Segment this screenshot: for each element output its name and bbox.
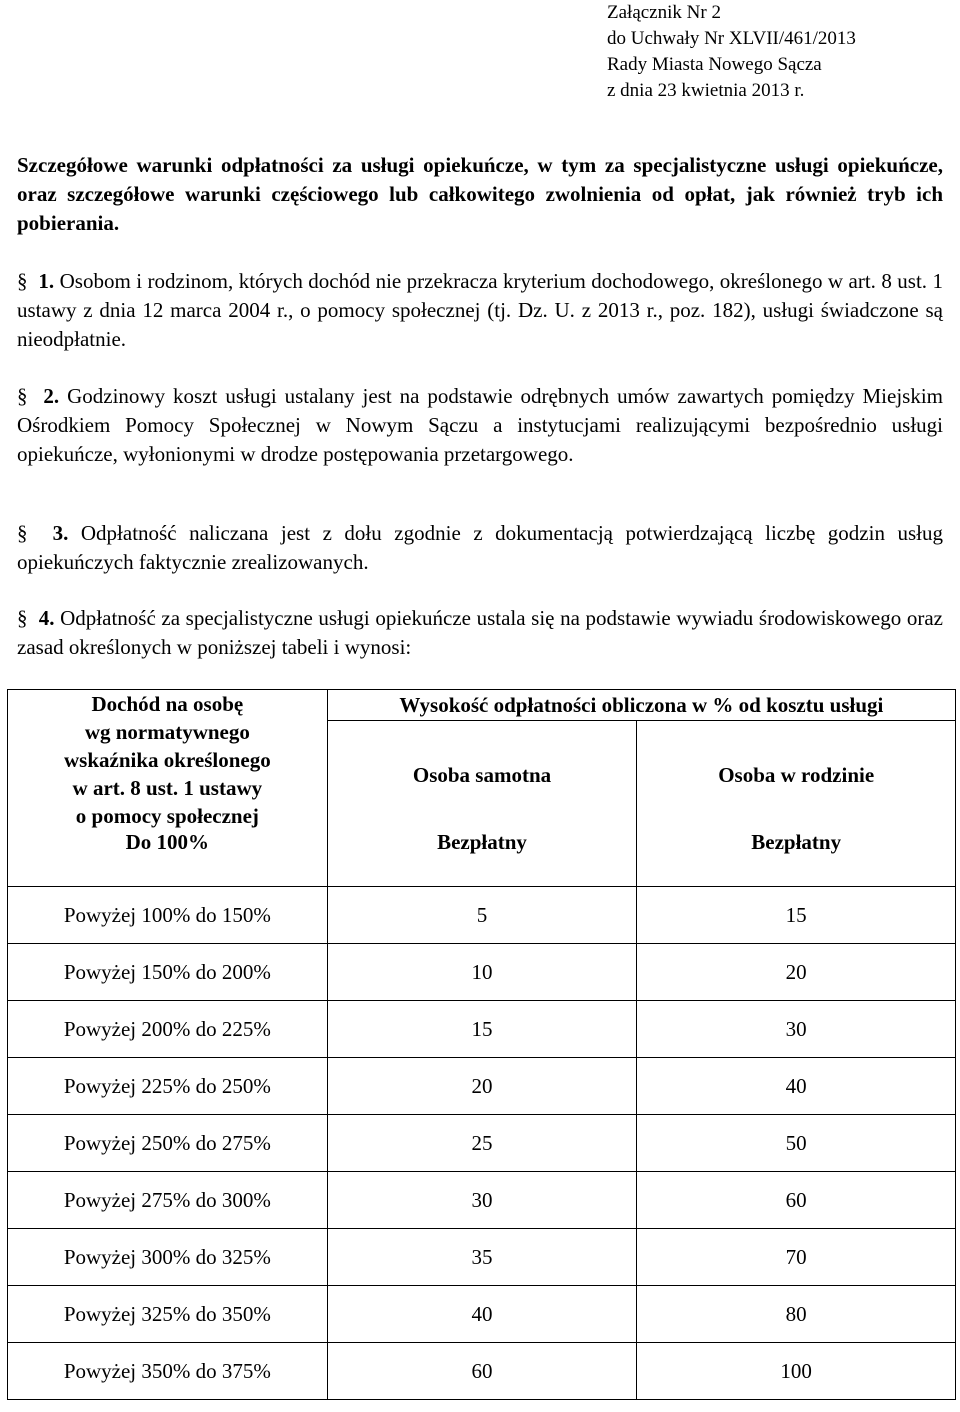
family-fee-cell: Bezpłatny	[637, 830, 956, 887]
single-fee-cell: 60	[327, 1343, 637, 1400]
income-range-cell: Powyżej 200% do 225%	[8, 1001, 328, 1058]
table-row	[8, 1115, 956, 1172]
attachment-header	[607, 0, 856, 104]
single-fee-cell: 35	[327, 1229, 637, 1286]
header-line: Załącznik Nr 2	[607, 2, 721, 23]
family-person-header: Osoba w rodzinie	[637, 721, 956, 831]
header-line: z dnia 23 kwietnia 2013 r.	[607, 80, 805, 101]
single-person-header: Osoba samotna	[327, 721, 637, 831]
fee-group-header: Wysokość odpłatności obliczona w % od kosztu usługi	[327, 690, 955, 721]
single-fee-cell: 20	[327, 1058, 637, 1115]
single-fee-cell: 5	[327, 887, 637, 944]
section-text: Odpłatność za specjalistyczne usługi opiekuńcze ustala się na podstawie wywiadu środowiskowego oraz zasad określonych w poniższej tabeli i wynosi:	[17, 606, 944, 659]
single-fee-cell: 15	[327, 1001, 637, 1058]
section-number: 2.	[43, 384, 60, 408]
family-fee-cell: 80	[637, 1286, 956, 1343]
table-row	[8, 1058, 956, 1115]
table-row	[8, 1229, 956, 1286]
header-line: wskaźnika określonego	[63, 748, 271, 772]
family-fee-cell: 30	[637, 1001, 956, 1058]
single-fee-cell: 10	[327, 944, 637, 1001]
family-fee-cell: 50	[637, 1115, 956, 1172]
header-line: wg normatywnego	[84, 720, 250, 744]
section-text: Godzinowy koszt usługi ustalany jest na podstawie odrębnych umów zawartych pomiędzy Miejskim Ośrodkiem Pomocy Społecznej w Nowym Sączu a instytucjami realizującymi bezpośrednio usługi opiekuńcze, wyłonionymi w drodze postępowania przetargowego.	[17, 384, 944, 466]
income-range-cell: Powyżej 250% do 275%	[8, 1115, 328, 1172]
family-fee-cell: 40	[637, 1058, 956, 1115]
single-fee-cell: 40	[327, 1286, 637, 1343]
table-row	[8, 1172, 956, 1229]
family-fee-cell: 70	[637, 1229, 956, 1286]
income-range-cell: Powyżej 100% do 150%	[8, 887, 328, 944]
header-line: Rady Miasta Nowego Sącza	[607, 54, 822, 75]
income-range-cell: Powyżej 150% do 200%	[8, 944, 328, 1001]
table-row	[8, 1001, 956, 1058]
family-fee-cell: 15	[637, 887, 956, 944]
income-column-header	[8, 690, 328, 831]
section-symbol: §	[17, 384, 28, 408]
section-3	[17, 519, 943, 577]
table-row	[8, 1343, 956, 1400]
section-symbol: §	[17, 269, 28, 293]
section-4	[17, 604, 943, 662]
section-number: 3.	[52, 521, 69, 545]
section-symbol: §	[17, 521, 28, 545]
income-range-cell: Powyżej 225% do 250%	[8, 1058, 328, 1115]
header-line: o pomocy społecznej	[75, 804, 259, 828]
section-1	[17, 267, 943, 354]
fee-table	[7, 689, 956, 1400]
family-fee-cell: 20	[637, 944, 956, 1001]
family-fee-cell: 100	[637, 1343, 956, 1400]
single-fee-cell: 25	[327, 1115, 637, 1172]
income-range-cell: Do 100%	[8, 830, 328, 887]
single-fee-cell: 30	[327, 1172, 637, 1229]
section-2	[17, 382, 943, 469]
header-line: do Uchwały Nr XLVII/461/2013	[607, 28, 856, 49]
income-range-cell: Powyżej 350% do 375%	[8, 1343, 328, 1400]
section-number: 4.	[38, 606, 55, 630]
section-text: Osobom i rodzinom, których dochód nie przekracza kryterium dochodowego, określonego w art. 8 ust. 1 ustawy z dnia 12 marca 2004 r., o pomocy społecznej (tj. Dz. U. z 2013 r., poz. 182), usługi świadczone są nieodpłatnie.	[17, 269, 944, 351]
family-fee-cell: 60	[637, 1172, 956, 1229]
table-row	[8, 944, 956, 1001]
section-symbol: §	[17, 606, 28, 630]
single-fee-cell: Bezpłatny	[327, 830, 637, 887]
income-range-cell: Powyżej 275% do 300%	[8, 1172, 328, 1229]
document-title: Szczegółowe warunki odpłatności za usługi opiekuńcze, w tym za specjalistyczne usługi opiekuńcze, oraz szczegółowe warunki częściowego lub całkowitego zwolnienia od opłat, jak również tryb ich pobierania.	[17, 153, 943, 235]
income-range-cell: Powyżej 300% do 325%	[8, 1229, 328, 1286]
header-line: Dochód na osobę	[91, 692, 244, 716]
income-range-cell: Powyżej 325% do 350%	[8, 1286, 328, 1343]
table-row	[8, 887, 956, 944]
header-line: w art. 8 ust. 1 ustawy	[72, 776, 263, 800]
section-number: 1.	[38, 269, 55, 293]
table-row	[8, 1286, 956, 1343]
section-text: Odpłatność naliczana jest z dołu zgodnie z dokumentacją potwierdzającą liczbę godzin usług opiekuńczych faktycznie zrealizowanych.	[17, 521, 944, 574]
